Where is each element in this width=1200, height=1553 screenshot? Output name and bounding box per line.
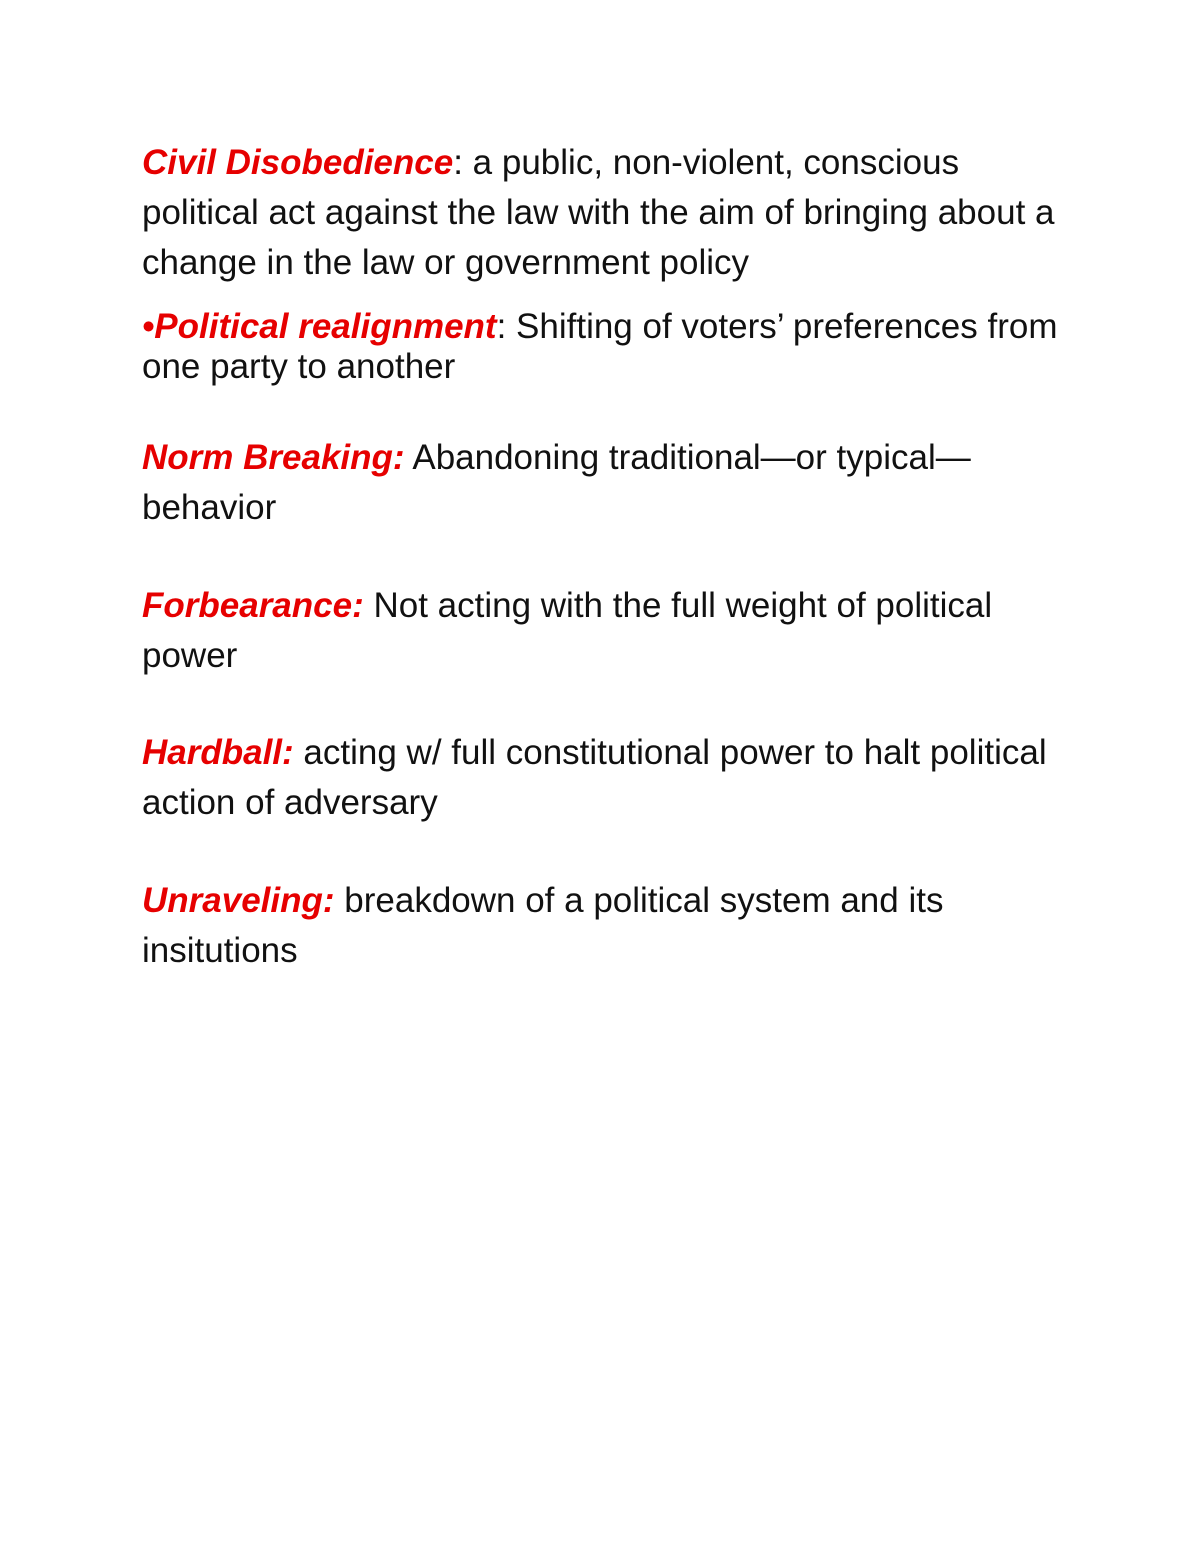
definition-text: breakdown of a political system and its insitutions (142, 881, 944, 970)
definition-hardball (142, 728, 1072, 828)
definition-norm-breaking (142, 433, 1072, 533)
separator: : (453, 143, 463, 182)
separator: : (496, 307, 507, 346)
term-forbearance: Forbearance: (142, 586, 364, 625)
definition-political-realignment (142, 307, 1072, 387)
definition-text: Shifting of voters’ preferences from one party to another (142, 307, 1058, 386)
definition-text: acting w/ full constitutional power to halt political action of adversary (142, 733, 1047, 822)
term-norm-breaking: Norm Breaking: (142, 438, 405, 477)
definition-text: a public, non-violent, conscious political act against the law with the aim of bringing about a change in the law or government policy (142, 143, 1055, 282)
term-political-realignment: Political realignment (154, 307, 497, 346)
definition-forbearance (142, 581, 1072, 681)
term-unraveling: Unraveling: (142, 881, 335, 920)
definition-civil-disobedience (142, 138, 1072, 288)
term-hardball: Hardball: (142, 733, 294, 772)
definition-text: Abandoning traditional—or typical—behavior (142, 438, 971, 527)
definition-unraveling (142, 876, 1072, 976)
definition-text: Not acting with the full weight of political power (142, 586, 993, 675)
term-civil-disobedience: Civil Disobedience (142, 143, 454, 182)
bullet-icon: • (142, 307, 155, 346)
